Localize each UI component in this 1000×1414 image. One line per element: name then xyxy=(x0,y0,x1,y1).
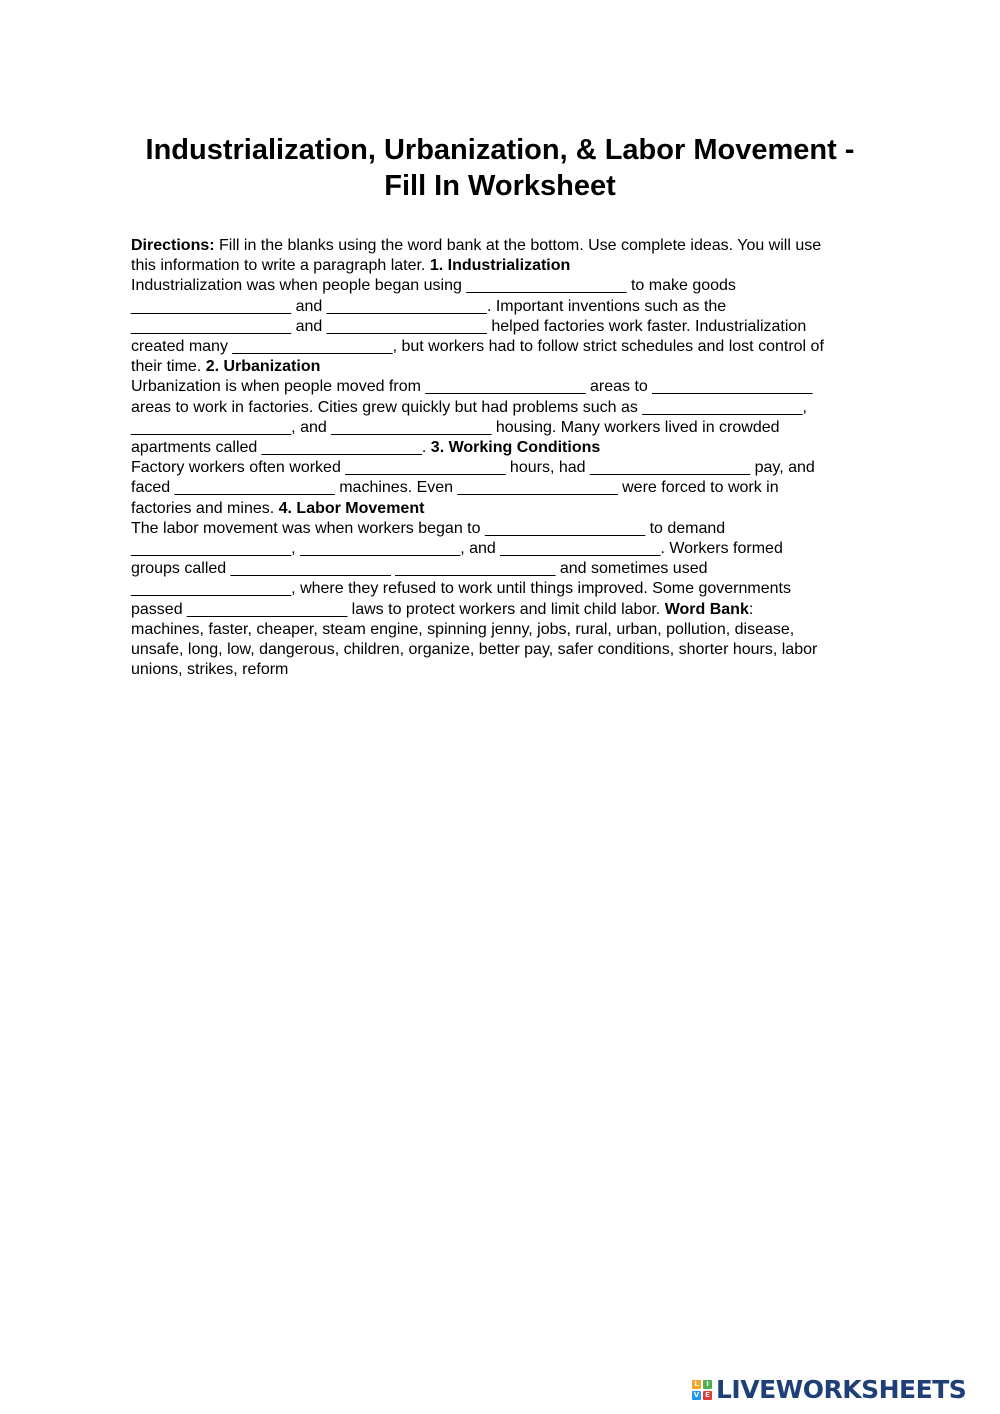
text-segment: : xyxy=(748,600,754,618)
text-segment: The labor movement was when workers began to xyxy=(131,519,485,537)
text-segment: hours, had xyxy=(505,459,590,477)
text-segment: passed xyxy=(131,600,188,618)
text-line xyxy=(131,297,891,317)
logo-tile-e: E xyxy=(703,1391,712,1400)
fill-blank[interactable]: __________________ xyxy=(131,418,292,436)
title-line-1: Industrialization, Urbanization, & Labor Movement - xyxy=(145,134,855,166)
text-segment: pay, and xyxy=(750,459,815,477)
fill-blank[interactable]: __________________ xyxy=(326,317,487,335)
fill-blank[interactable]: __________________ xyxy=(500,540,661,558)
fill-blank[interactable]: __________________ xyxy=(331,418,492,436)
text-segment: their time. xyxy=(131,358,206,376)
fill-blank[interactable]: __________________ xyxy=(589,459,751,477)
text-segment: , where they refused to work until things improved. Some governments xyxy=(291,580,791,598)
text-segment: Urbanization is when people moved from xyxy=(131,378,426,396)
liveworksheets-logo xyxy=(692,1375,966,1404)
fill-blank[interactable]: __________________ xyxy=(230,560,391,578)
fill-blank[interactable]: __________________ xyxy=(174,479,335,497)
fill-blank[interactable]: __________________ xyxy=(300,540,461,558)
text-line xyxy=(131,317,891,337)
logo-tile-v: V xyxy=(693,1390,700,1399)
text-segment: . Important inventions such as the xyxy=(486,297,727,315)
worksheet-title xyxy=(100,132,900,204)
text-segment: laws to protect workers and limit child labor. xyxy=(347,600,665,618)
text-segment: housing. Many workers lived in crowded xyxy=(491,418,780,436)
directions-line xyxy=(131,236,891,256)
title-line-2: Fill In Worksheet xyxy=(384,170,616,202)
logo-text: LIVEWORKSHEETS xyxy=(716,1375,967,1404)
text-segment: and sometimes used xyxy=(555,560,708,578)
text-line xyxy=(131,519,891,539)
text-line xyxy=(131,256,891,276)
text-segment: faced xyxy=(131,479,175,497)
logo-tile-i: I xyxy=(703,1380,712,1389)
text-line xyxy=(131,600,891,620)
text-line xyxy=(131,398,891,418)
text-segment: and xyxy=(291,297,327,315)
fill-blank[interactable]: __________________ xyxy=(232,338,393,356)
text-line xyxy=(131,458,891,478)
text-line xyxy=(131,579,891,599)
text-segment: factories and mines. xyxy=(131,499,279,517)
directions-text: Fill in the blanks using the word bank at the bottom. Use complete ideas. You will use xyxy=(214,237,822,254)
text-segment: , xyxy=(291,540,301,558)
text-line xyxy=(131,418,891,438)
word-bank-line: machines, faster, cheaper, steam engine, spinning jenny, jobs, rural, urban, pollution, disease, xyxy=(131,620,795,638)
fill-blank[interactable]: __________________ xyxy=(131,297,292,315)
text-segment: , but workers had to follow strict schedules and lost control of xyxy=(392,338,824,356)
text-segment: helped factories work faster. Industrialization xyxy=(486,317,807,335)
logo-tile-l: L xyxy=(692,1380,701,1389)
text-line xyxy=(131,438,891,458)
text-segment: Industrialization was when people began using xyxy=(131,277,467,295)
fill-blank[interactable]: __________________ xyxy=(131,317,292,335)
text-segment: and xyxy=(291,317,327,335)
text-segment: groups called xyxy=(131,560,231,578)
text-segment: to make goods xyxy=(626,277,736,295)
worksheet-body xyxy=(131,236,891,680)
fill-blank[interactable]: __________________ xyxy=(484,519,646,537)
fill-blank[interactable]: __________________ xyxy=(261,439,422,457)
text-segment: to demand xyxy=(645,519,726,537)
fill-blank[interactable]: __________________ xyxy=(457,479,618,497)
text-segment: machines. Even xyxy=(334,479,458,497)
fill-blank[interactable]: __________________ xyxy=(187,600,348,618)
text-segment: . Workers formed xyxy=(660,540,783,558)
fill-blank[interactable]: __________________ xyxy=(652,378,813,396)
fill-blank[interactable]: __________________ xyxy=(326,297,487,315)
word-bank-heading: Word Bank xyxy=(664,600,749,618)
text-segment: , xyxy=(802,398,807,416)
text-segment: , and xyxy=(291,418,332,436)
section-heading-working-conditions: 3. Working Conditions xyxy=(430,439,601,457)
fill-blank[interactable]: __________________ xyxy=(425,378,586,396)
text-segment: apartments called xyxy=(131,439,262,457)
fill-blank[interactable]: __________________ xyxy=(345,459,506,477)
text-segment: Factory workers often worked xyxy=(131,459,346,477)
word-bank-line: unsafe, long, low, dangerous, children, organize, better pay, safer conditions, shorter hours, labor xyxy=(131,641,818,659)
fill-blank[interactable]: __________________ xyxy=(131,540,292,558)
text-line xyxy=(131,499,891,519)
text-line xyxy=(131,377,891,397)
text-line xyxy=(131,539,891,559)
section-heading-urbanization: 2. Urbanization xyxy=(205,358,321,376)
logo-grid-icon xyxy=(692,1380,712,1400)
text-line xyxy=(131,478,891,498)
section-heading-labor-movement: 4. Labor Movement xyxy=(278,499,425,517)
text-line xyxy=(131,559,891,579)
text-segment: were forced to work in xyxy=(617,479,779,497)
word-bank-line: unions, strikes, reform xyxy=(131,661,289,679)
text-line xyxy=(131,337,891,357)
text-segment: areas to xyxy=(585,378,653,396)
directions-label: Directions: xyxy=(131,237,215,254)
fill-blank[interactable]: __________________ xyxy=(642,398,803,416)
text-segment: areas to work in factories. Cities grew quickly but had problems such as xyxy=(131,398,643,416)
fill-blank[interactable]: __________________ xyxy=(131,580,292,598)
fill-blank[interactable]: __________________ xyxy=(395,560,556,578)
text-line xyxy=(131,276,891,296)
fill-blank[interactable]: __________________ xyxy=(466,277,627,295)
section-heading-industrialization: 1. Industrialization xyxy=(429,257,571,275)
text-segment: this information to write a paragraph later. xyxy=(131,257,430,275)
text-line xyxy=(131,357,891,377)
text-segment: created many xyxy=(131,338,233,356)
text-segment: , and xyxy=(460,540,501,558)
text-segment: . xyxy=(421,439,431,457)
